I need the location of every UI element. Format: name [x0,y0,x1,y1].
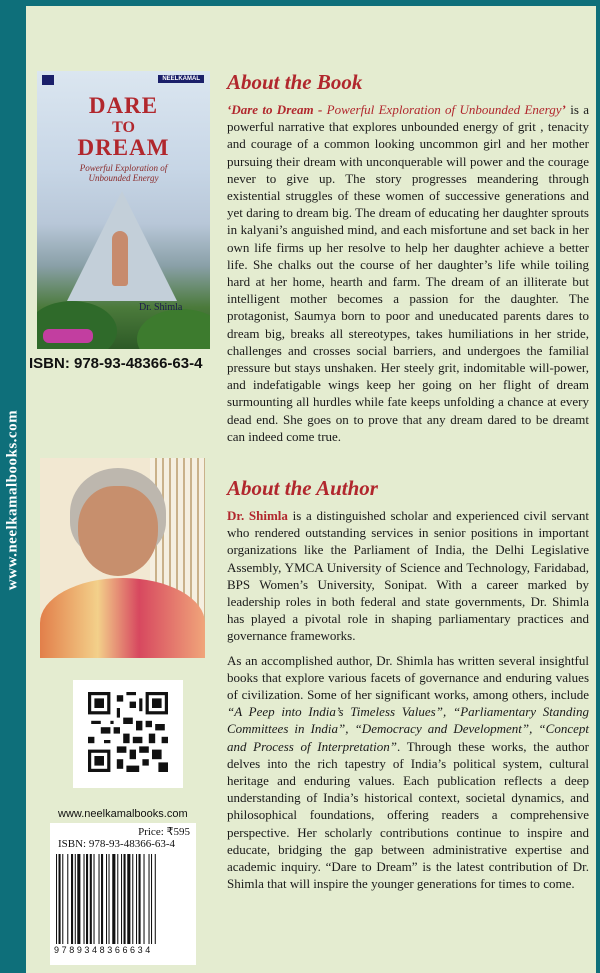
cover-subtitle-line2: Unbounded Energy [88,173,159,183]
about-book-paragraph [227,101,589,445]
cover-subtitle [37,163,210,183]
book-title-bold: ‘Dare to Dream - [227,102,327,117]
author-bio-paragraph-2 [227,652,589,893]
author-name: Dr. Shimla [227,508,288,523]
woman-figure-illustration [112,231,128,286]
spine-website: www.neelkamalbooks.com [4,409,21,591]
publisher-logo-icon [42,75,54,85]
about-author-heading: About the Author [227,476,378,500]
author-bio-1: is a distinguished scholar and experienced civil servant who rendered outstanding services in senior positions in important organizations like the Parliament of India, the Delhi Legislative Assembly, YMCA University of Science and Technology, Faridabad, BPS Women’s University, Sonipat. With a career marked by leadership roles in both federal and state governments, Dr. Shimla has played a pivotal role in shaping parliamentary practices and governance frameworks. [227,508,589,644]
barcode-icon [56,854,190,944]
author-works: “A Peep into India’s Timeless Values”, “Parliamentary Standing Committees in India”, “Democracy and Development”, “Concept and Process of Interpretation” [227,704,589,754]
author-photo [40,458,205,658]
book-title-italic: Powerful Exploration of Unbounded Energy [326,102,562,117]
barcode-isbn: ISBN: 978-93-48366-63-4 [58,838,176,850]
book-description: is a powerful narrative that explores unbounded energy of grit , tenacity and courage of a common looking uncommon girl and her mother pursuing their dream with unconquerable will power and the courage never to give up. The story progresses meandering through existential struggles of these women of successive generations and yet daring to dream big. The dream of educating her daughter sprouts in kalyani’s anguished mind, and each misfortune and set back in her own life firms up her resolve to help her daughter achieve a better life. She chalks out the course of her daughter’s life while toiling hard at her home, hearth and farm. The dream of an illiterate but intelligent mother becomes a passion for the daughter. The protagonist, Saumya born to poor and uneducated parents dares to dream big, breaks all stereotypes, takes humiliations in her stride, challenges and crosses social barriers, and undergoes the familial pressure but stays unshaken. Her steely grit, indomitable will-power, and indefatigable wings keep her going on her flight of dream surmounting all hurdles while fate keeps unfolding a chance at every dead end. She goes on to prove that any dream dared to be dreamt can indeed come true. [227,102,589,444]
qr-code-icon [88,692,168,772]
cover-title-line1: DARE [88,93,159,118]
isbn-label: ISBN: 978-93-48366-63-4 [29,355,203,372]
about-book-heading: About the Book [227,70,363,94]
flowers-illustration [43,329,93,343]
cover-title-line3: DREAM [77,135,170,160]
book-title-close: ’ [561,102,566,117]
qr-code[interactable] [73,680,183,788]
about-author-section [227,507,589,892]
spine [0,0,26,973]
barcode-digits: 9789348366634 [54,945,153,955]
publisher-name: NEELKAMAL [158,75,204,83]
right-border [596,0,600,973]
author-bio-paragraph-1 [227,507,589,645]
book-cover [37,71,210,349]
barcode-block [50,823,196,965]
about-book-section [227,101,589,445]
greenery-illustration [137,309,210,349]
top-border [0,0,600,6]
cover-title-line2: TO [112,119,135,136]
cover-author: Dr. Shimla [139,302,183,313]
author-bio-2b: . Through these works, the author delves into the rich tapestry of India’s political system, cultural heritage and enduring values. Each publication reflects a deep understanding of India’s historical context, societal dynamics, and philosophical foundations, offering readers a comprehensive perspective. Her scholarly contributions continue to inspire and educate, bridging the gap between administrative expertise and academic inquiry. “Dare to Dream” is the latest contribution of Dr. Shimla that will inspire the younger generations for times to come. [227,738,589,892]
price: Price: ₹595 [138,826,190,838]
cover-subtitle-line1: Powerful Exploration of [79,163,168,173]
website-link[interactable]: www.neelkamalbooks.com [58,808,188,820]
author-bio-2a: As an accomplished author, Dr. Shimla has written several insightful books that explore various facets of governance and enduring values of civilization. Some of her significant works, among others, include [227,652,589,703]
